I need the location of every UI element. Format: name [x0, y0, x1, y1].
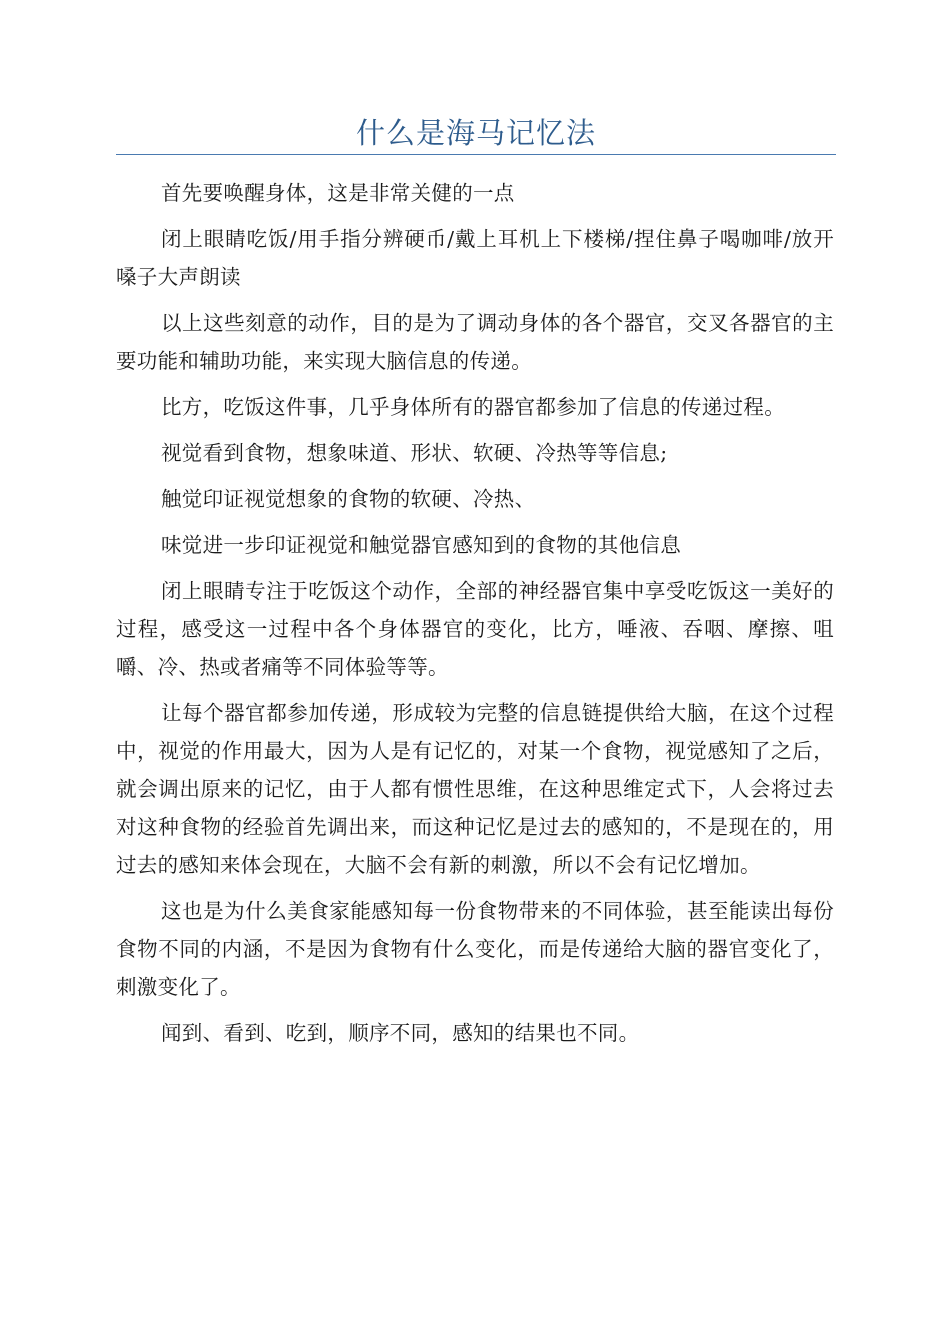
paragraph: 以上这些刻意的动作，目的是为了调动身体的各个器官，交叉各器官的主要功能和辅助功能，来实现大脑信息的传递。: [116, 311, 834, 373]
page-title: 什么是海马记忆法: [355, 116, 596, 150]
paragraph: 闻到、看到、吃到，顺序不同，感知的结果也不同。: [161, 1021, 640, 1045]
title-underline: [116, 154, 836, 155]
paragraph: 首先要唤醒身体，这是非常关健的一点: [161, 181, 515, 205]
paragraph: 闭上眼睛专注于吃饭这个动作，全部的神经器官集中享受吃饭这一美好的过程，感受这一过程中各个身体器官的变化，比方，唾液、吞咽、摩擦、咀嚼、冷、热或者痛等不同体验等等。: [116, 579, 834, 679]
title-block: [116, 112, 836, 155]
paragraph: 这也是为什么美食家能感知每一份食物带来的不同体验，甚至能读出每份食物不同的内涵，不是因为食物有什么变化，而是传递给大脑的器官变化了，刺激变化了。: [116, 899, 834, 999]
paragraph: 触觉印证视觉想象的食物的软硬、冷热、: [161, 487, 536, 511]
document-body: [116, 174, 834, 1060]
paragraph: 闭上眼睛吃饭/用手指分辨硬币/戴上耳机上下楼梯/捏住鼻子喝咖啡/放开嗓子大声朗读: [116, 227, 834, 289]
paragraph: 让每个器官都参加传递，形成较为完整的信息链提供给大脑，在这个过程中，视觉的作用最大，因为人是有记忆的，对某一个食物，视觉感知了之后，就会调出原来的记忆，由于人都有惯性思维，在这种思维定式下，人会将过去对这种食物的经验首先调出来，而这种记忆是过去的感知的，不是现在的，用过去的感知来体会现在，大脑不会有新的刺激，所以不会有记忆增加。: [116, 701, 834, 877]
paragraph: 比方，吃饭这件事，几乎身体所有的器官都参加了信息的传递过程。: [161, 395, 785, 419]
paragraph: 视觉看到食物，想象味道、形状、软硬、冷热等等信息;: [161, 441, 668, 465]
paragraph: 味觉进一步印证视觉和触觉器官感知到的食物的其他信息: [161, 533, 681, 557]
